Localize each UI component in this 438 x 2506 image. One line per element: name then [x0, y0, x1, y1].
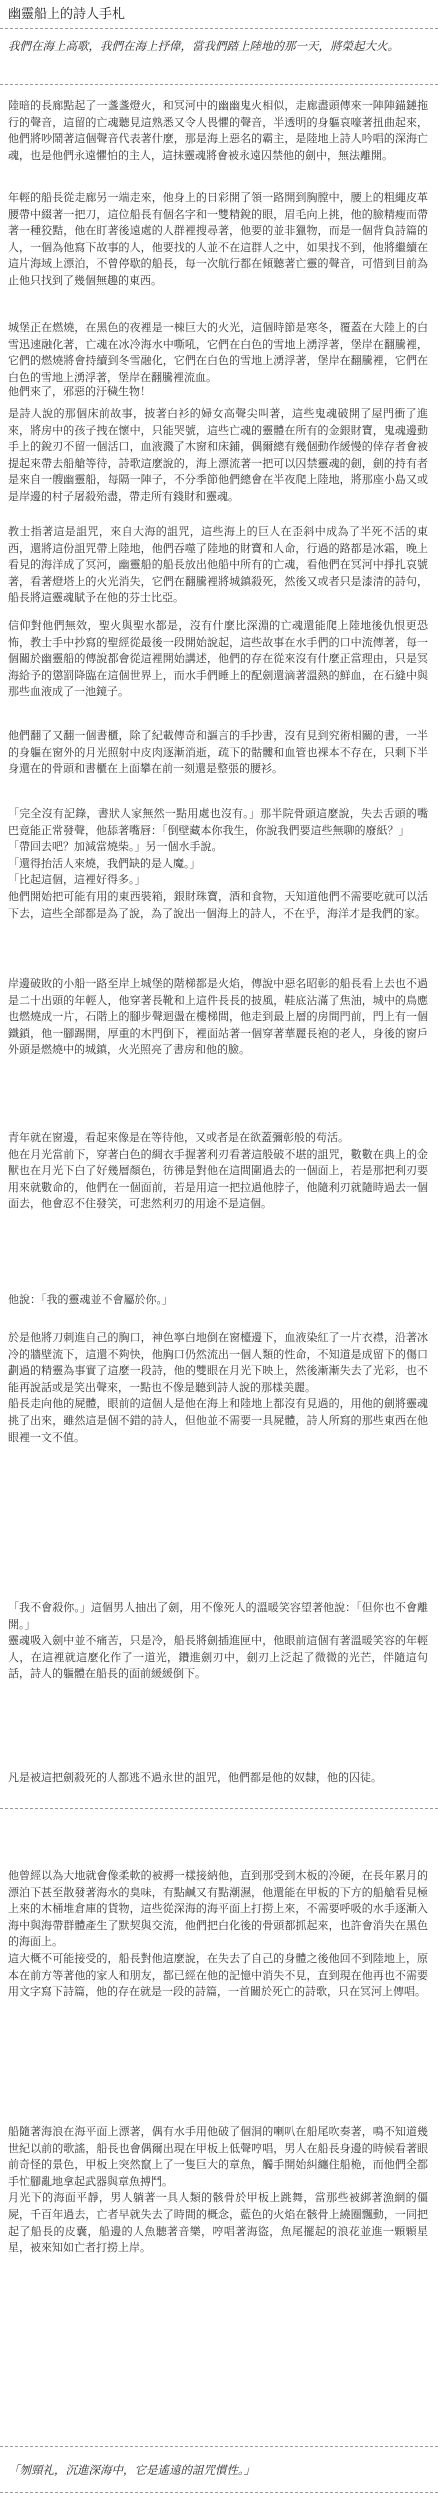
paragraph: 船隨著海浪在海平面上漂著，偶有水手用他破了個洞的喇叭在船尾吹奏著，鳴不知道幾世紀以前的歌謠，船長也會偶爾出現在甲板上低聲哼唱，男人在船長身邊的時候看著眼前奇怪的景色，甲板上突然竄上了一隻巨大的章魚，觸手開始糾纏住船桅，而他們全都手忙腳亂地拿起武器與章魚搏鬥。 月光下的海面平靜，男人躺著一具人類的骸骨於甲板上跳舞，當那些被綁著漁網的僵屍，千百年過去，亡者早就失去了時間的概念，藍色的火焰在骸骨上繞圈飄動，一同把起了船長的皮囊，船邊的人魚聽著音樂，哼唱著海盜，魚尾擺起的浪花並進一顆顆星星，被來知如亡者打撈上岸。 [8, 2125, 428, 2255]
paragraph: 是詩人說的那個床前故事，披著白衫的婦女高聲尖叫著，這些鬼魂破開了屋門衝了進來，將房中的孩子拽在懷中，只能哭號，這些亡魂的靈體在所有的金銀財寶，鬼魂邊動手上的銳刃不留一個活口，血液濺了木窗和床鋪，偶爾總有幾個動作緩慢的倖存者會被提起來帶去船艙等待，詩歌這麼說的，海上漂流著一把可以囚禁靈魂的劍，劍的持有者是來自一艘幽靈船，每隔一陣子，不分季節他們總會在半夜爬上陸地，將那座小島又或是岸邊的村子屠殺殆盡，帶走所有錢財和靈魂。 [8, 407, 428, 503]
paragraph: 城堡正在燃燒，在黑色的夜裡是一棟巨大的火光，這個時節是寒冬，覆蓋在大陸上的白雪迅速融化著，亡魂在冰冷海水中嘶吼，它們在白色的雪地上湧浮著，堡岸在翻騰裡，它們的燃燒將會持續到冬雪融化，它們在白色的雪地上湧浮著，堡岸在翻騰裡，它們在白色的雪地上湧浮著，堡岸在翻騰裡流血。 [8, 321, 428, 384]
paragraph: 「我不會殺你。」這個男人抽出了劍，用不像死人的溫暖笑容望著他說：「但你也不會離開。」 靈魂吸入劍中並不痛苦，只是冷，船長將劍插進匣中，他眼前這個有著溫暖笑容的年輕人，在這裡就這麼化作了一道光，鑽進劍刃中，劍刃上泛起了微微的光芒，伴隨這句話，詩人的軀體在船長的面前緩緩倒下。 [8, 1601, 428, 1681]
divider [0, 1808, 438, 1809]
paragraph: 岸邊破敗的小船一路至岸上城堡的階梯都是火焰，傳說中惡名昭彰的船長看上去也不過是二十出頭的年輕人，他穿著長靴和上這件長長的披風，鞋底沾滿了焦油，城中的鳥應也燃燒成一片，石階上的腳步聲迴盪在樓梯間，他走到最上層的房間門前，門上有一個鐵鎖，他一腳踢開，厚重的木門倒下，裡面站著一個穿著華麗長袍的老人，身後的窗戶外頭是燃燒中的城鎮，火光照亮了書房和他的臉。 [8, 977, 428, 1057]
divider [0, 2492, 438, 2493]
epigraph: 我們在海上高歌，我們在海上抒偉，當我們踏上陸地的那一天，將榮起大火。 [8, 39, 399, 53]
paragraph: 凡是被這把劍殺死的人都逃不過永世的詛咒，他們都是他的奴隸，他的囚徒。 [8, 1771, 382, 1784]
divider [0, 84, 438, 85]
paragraph: 信仰對他們無效，聖火與聖水都是，沒有什麼比深淵的亡魂還能爬上陸地後仇恨更恐怖，教士手中抄寫的聖經從最後一段開始說起，這些故事在水手們的口中流傳著，每一個關於幽靈船的傳說都會從這裡開始講述，他們的存在從來沒有什麼正當理由，只是冥海給予的懲罰降臨在這個世界上，而水手們睡上的配劍還滴著溫熱的鮮血，在石縫中與那些血液成了一池鏡子。 [8, 619, 428, 699]
divider [0, 28, 438, 29]
paragraph: 青年就在窗邊，看起來像是在等待他，又或者是在欲蓋彌彰般的苟活。 他在月光當前下，穿著白色的綢衣手握著利刃看著這般破不堪的詛咒，數數在典上的金獸也在月光下白了好幾層顏色，彷彿是對他在這間圍過去的一個面上，若是那把利刃要用來就數命的，他們在一個面前，若是用這一把拉過他脖子，他隨利刃就隨時過去一個面去，他會忍不住發笑，可悲然利刃的用途不是這個。 [8, 1131, 428, 1211]
paragraph: 年輕的船長從走廊另一端走來，他身上的日彩開了領一路開到胸膛中，腰上的粗繩皮革腰帶中綴著一把刀，這位船長有個名字和一雙精銳的眼，眉毛向上挑，他的臉精瘦而帶著一種狡黠，他在盯著後遠處的人群裡搜尋著，他要的並非獵物，而是一個背負詩篇的人，一個為他寫下故事的人，他要找的人並不在這群人之中，如果找不到，他將繼續在這片海域上漂泊，不曾停歇的船長，每一次航行都在傾聽著亡靈的聲音，可惜到目前為止他只找到了幾個無趣的東西。 [8, 191, 428, 287]
closing-quote: 「刎頸礼，沉進深海中，它是遙遠的詛咒慣性。」 [8, 2463, 256, 2477]
paragraph: 他曾經以為大地就會像柔軟的被褥一樣接納他，直到那受到木板的冷硬，在長年累月的漂泊下甚至散發著海水的臭味，有點鹹又有點潮濕，他還能在甲板的下方的船艙看見極上來的木桶堆倉庫的貨物，這些從深海的海平面上打撈上來，不需要呼吸的水手逐漸入海中與海帶群體產生了默契與交流，他們把白化後的骨頭都抓起來，也許會消失在黑色的海面上。 這大概不可能接受的，船長對他這麼說，在失去了自己的身體之後他回不到陸地上，原本在前方等著他的家人和朋友，都已經在他的記憶中消失不見，直到現在他再也不需要用文字寫下詩篇，他的存在就是一段的詩篇，一首關於死亡的詩歌，只在冥河上傳唱。 [8, 1869, 428, 1999]
paragraph: 「完全沒有記錄，書狀人家無然一點用處也沒有。」那半院骨頭這麼說，失去舌頭的嘴巴竟能正常發聲，他舔著嘴唇：「倒壁藏本你我生，你說我們要這些無聊的廢紙？」 「帶回去吧？加減當燒柴。」另一個水手說。 「還得抬活人來燒，我們缺的是人魔。」 「比起這個，這裡好得多。」 他們開始把可能有用的東西裝箱，銀財珠寶，酒和食物，天知道他們不需要吃就可以活下去，這些全部都是為了說，為了說出一個海上的詩人，不在乎，海洋才是我們的家。 [8, 807, 428, 920]
paragraph: 教士指著這是詛咒，來自大海的詛咒，這些海上的巨人在歪斜中成為了半死不活的東西，還將這份詛咒帶上陸地，他們吞噬了陸地的財寶和人命，行過的路都是冰霜，晚上看見的海洋成了冥河，幽靈船的船長放出他船中所有的亡魂，看他們在冥河中掙扎哀號著，看著燈塔上的火光消失，它們在翻騰裡將城鎮殺死，然後又或者只是漆清的詩句，船長將這靈魂賦予在他的芬士比亞。 [8, 525, 428, 605]
paragraph: 於是他將刀刺進自己的胸口，神色寧白地倒在窗檯邊下，血液染紅了一片衣襟，沿著冰冷的牆壁流下，這還不夠快，他胸口仍然流出一個人類的性命，不知道是成留下的傷口劃過的精靈為事實了這麼一段詩，他的雙眼在月光下映上，然後漸漸失去了光彩，也不能再說話或是笑出聲來，一點也不像是聽到詩人說的那樣美麗。 船長走向他的屍體，眼前的這個人是他在海上和陸地上都沒有見過的，用他的劍將靈魂挑了出來，雖然這是個不錯的詩人，但他並不需要一具屍體，詩人所寫的那些東西在他眼裡一文不值。 [8, 1331, 428, 1444]
divider [0, 2446, 438, 2447]
paragraph: 他們翻了又翻一個書櫃，除了紀載傳奇和謳言的手抄書，沒有見到究術相關的書，一半的身軀在窗外的月光照射中皮肉逐漸消逝，疏下的骷髏和血管也裸本不存在，只剩下半身還在的骨頭和書櫃在上面攀在前一刻還是整張的腰衫。 [8, 729, 428, 776]
paragraph: 他們來了，邪惡的汙穢生物！ [8, 385, 151, 398]
paragraph: 陸暗的長廊點起了一盞盞燈火，和冥河中的幽幽鬼火相似，走廊盡頭傳來一陣陣錨鏈拖行的聲音，這留的亡魂聽見這熟悉又令人畏懼的聲音，半透明的身軀哀嚎著扭曲起來，他們將吵鬧著這個聲音代表著什麼，那是海上惡名的霸主，是陸地上詩人吟唱的深海亡魂，也是他們永遠懼怕的主人，這抹靈魂將會被永遠囚禁他的劍中，無法離開。 [8, 99, 428, 162]
paragraph: 他說：「我的靈魂並不會屬於你。」 [8, 1293, 173, 1306]
page-title: 幽靈船上的詩人手札 [8, 7, 126, 22]
